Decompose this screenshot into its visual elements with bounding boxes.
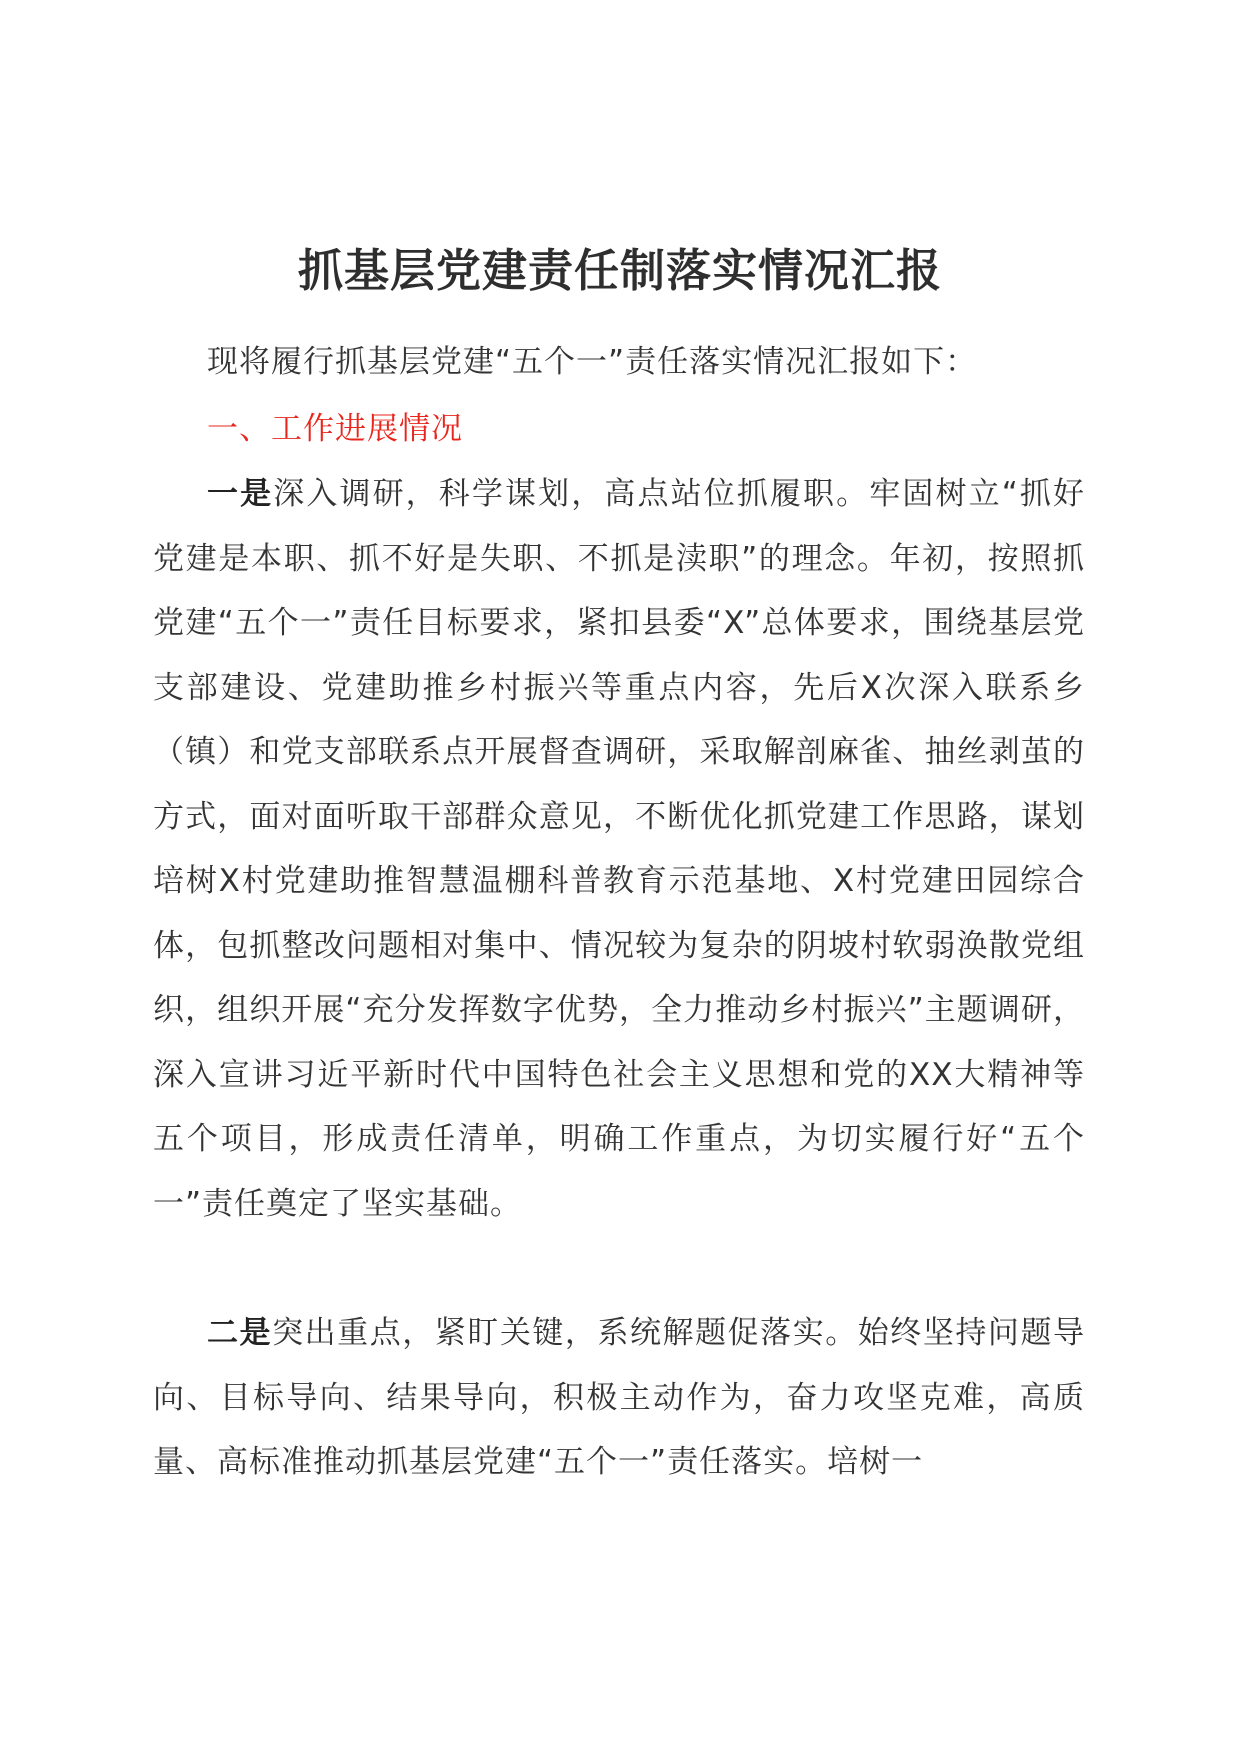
section-heading: 一、工作进展情况 xyxy=(207,411,463,447)
paragraph-2 xyxy=(153,1301,1085,1495)
paragraph-1-lead: 一是 xyxy=(207,476,274,512)
paragraph-2-text: 突出重点，紧盯关键，系统解题促落实。始终坚持问题导向、目标导向、结果导向，积极主动作为，奋力攻坚克难，高质量、高标准推动抓基层党建“五个一”责任落实。培树一 xyxy=(153,1315,1085,1480)
paragraph-2-lead: 二是 xyxy=(207,1315,273,1351)
paragraph-1-text: 深入调研，科学谋划，高点站位抓履职。牢固树立“抓好党建是本职、抓不好是失职、不抓是渎职”的理念。年初，按照抓党建“五个一”责任目标要求，紧扣县委“X”总体要求，围绕基层党支部建设、党建助推乡村振兴等重点内容，先后X次深入联系乡（镇）和党支部联系点开展督查调研，采取解剖麻雀、抽丝剥茧的方式，面对面听取干部群众意见，不断优化抓党建工作思路，谋划培树X村党建助推智慧温棚科普教育示范基地、X村党建田园综合体，包抓整改问题相对集中、情况较为复杂的阴坡村软弱涣散党组织，组织开展“充分发挥数字优势，全力推动乡村振兴”主题调研，深入宣讲习近平新时代中国特色社会主义思想和党的XX大精神等五个项目，形成责任清单，明确工作重点，为切实履行好“五个一”责任奠定了坚实基础。 xyxy=(153,476,1086,1222)
paragraph-1 xyxy=(153,462,1085,1236)
document-title: 抓基层党建责任制落实情况汇报 xyxy=(297,244,942,297)
intro-paragraph: 现将履行抓基层党建“五个一”责任落实情况汇报如下： xyxy=(207,344,978,380)
